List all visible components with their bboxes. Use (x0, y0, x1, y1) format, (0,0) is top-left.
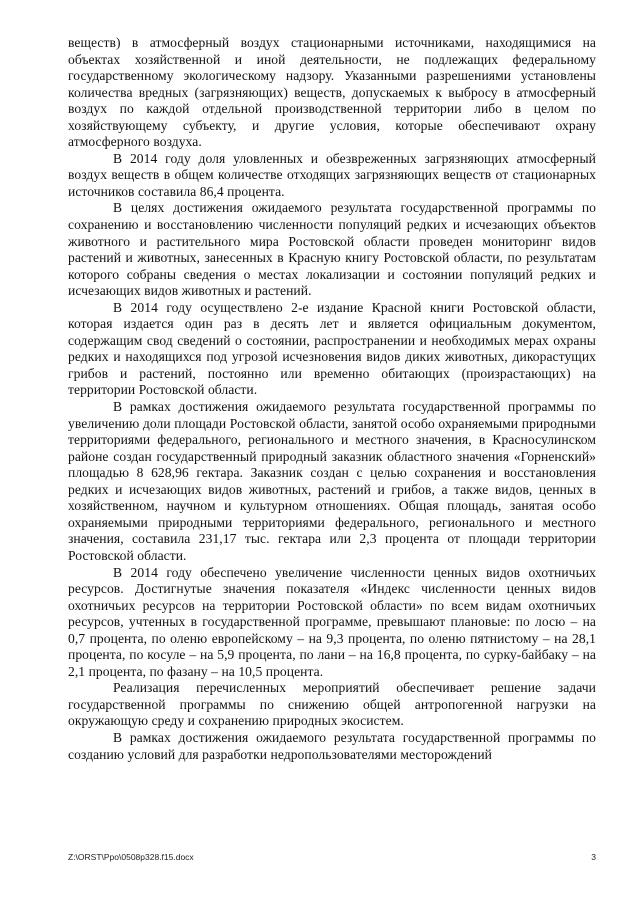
paragraph: Реализация перечисленных мероприятий обеспечивает решение задачи государственной программы по снижению общей антропогенной нагрузки на окружающую среду и сохранению природных экосистем. (68, 680, 596, 729)
paragraph: В целях достижения ожидаемого результата государственной программы по сохранению и восстановлению численности популяций редких и исчезающих объектов животного и растительного мира Ростовской области проведен мониторинг видов растений и животных, занесенных в Красную книгу Ростовской области, по результатам которого собраны сведения о местах локализации и состоянии популяций редких и исчезающих видов животных и растений. (68, 200, 596, 299)
paragraph: В рамках достижения ожидаемого результата государственной программы по увеличению доли площади Ростовской области, занятой особо охраняемыми природными территориями федерального, регионального и местного значения, в Красносулинском районе создан государственный природный заказник областного значения «Горненский» площадью 8 628,96 гектара. Заказник создан с целью сохранения и восстановления редких и исчезающих видов животных, растений и грибов, а также видов, ценных в хозяйственном, научном и культурном отношениях. Общая площадь, занятая особо охраняемыми природными территориями федерального, регионального и местного значения, составила 231,17 тыс. гектара или 2,3 процента от площади территории Ростовской области. (68, 399, 596, 563)
footer-file-path: Z:\ORST\Ppo\0508p328.f15.docx (68, 852, 194, 862)
paragraph: В 2014 году обеспечено увеличение численности ценных видов охотничьих ресурсов. Достигнутые значения показателя «Индекс численности ценных видов охотничьих ресурсов на территории Ростовской области» по всем видам охотничьих ресурсов, учтенных в государственной программе, превышают плановые: по лосю – на 0,7 процента, по оленю европейскому – на 9,3 процента, по оленю пятнистому – на 28,1 процента, по косуле – на 5,9 процента, по лани – на 16,8 процента, по сурку-байбаку – на 2,1 процента, по фазану – на 10,5 процента. (68, 564, 596, 679)
document-body (68, 35, 596, 763)
paragraph: В 2014 году осуществлено 2-е издание Красной книги Ростовской области, которая издается один раз в десять лет и является официальным документом, содержащим свод сведений о состоянии, распространении и необходимых мерах охраны редких и находящихся под угрозой исчезновения видов диких животных, дикорастущих грибов и растений, постоянно или временно обитающих (произрастающих) на территории Ростовской области. (68, 299, 596, 398)
paragraph: В 2014 году доля уловленных и обезвреженных загрязняющих атмосферный воздух веществ в общем количестве отходящих загрязняющих веществ от стационарных источников составила 86,4 процента. (68, 150, 596, 199)
page-number: 3 (591, 852, 596, 862)
page-footer (68, 852, 596, 862)
paragraph-continuation: веществ) в атмосферный воздух стационарными источниками, находящимися на объектах хозяйственной и иной деятельности, не подлежащих федеральному государственному экологическому надзору. Указанными разрешениями установлены количества вредных (загрязняющих) веществ, допускаемых к выбросу в атмосферный воздух по каждой отдельной производственной территории либо в целом по хозяйствующему субъекту, и другие условия, которые обеспечивают охрану атмосферного воздуха. (68, 35, 596, 150)
paragraph: В рамках достижения ожидаемого результата государственной программы по созданию условий для разработки недропользователями месторождений (68, 729, 596, 762)
